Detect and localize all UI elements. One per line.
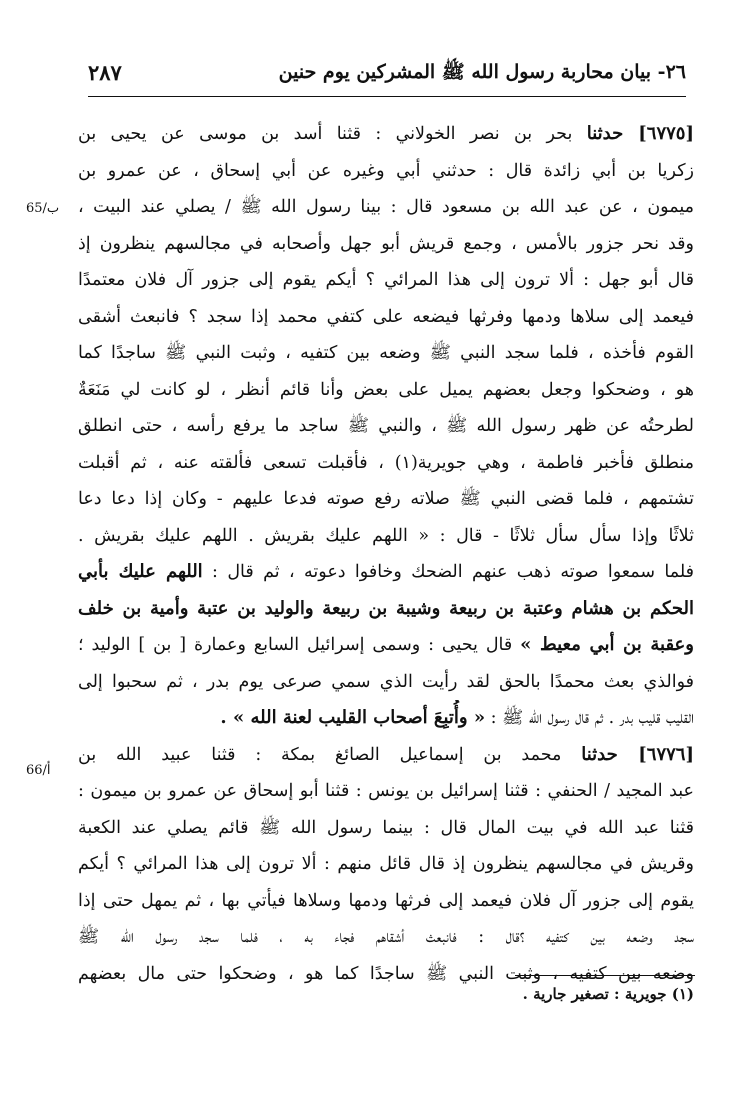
- header-rule: [88, 96, 686, 97]
- text-line: [78, 372, 694, 409]
- text-line: [78, 554, 694, 591]
- text-segment: ميمون ، عن عبد الله بن مسعود قال : بينا رسول الله ﷺ / يصلي عند البيت ،: [78, 197, 694, 217]
- bold-text-segment: « وأُتبِعَ أصحاب القليب لعنة الله » .: [220, 707, 486, 728]
- text-segment: « اللهم عليك بقريش . اللهم عليك بقريش .: [78, 525, 430, 546]
- footnote-rule: [515, 975, 695, 976]
- text-line: [78, 445, 694, 482]
- text-segment: فلما سمعوا صوته ذهب عنهم الضحك وخافوا دعوته ، ثم قال :: [202, 562, 694, 582]
- text-segment: سجد وضعه بين كتفيه ؟قال : فانبعث أشقاهم فجاء به ، فلما سجد رسول الله ﷺ: [78, 927, 694, 947]
- text-segment: يقوم إلى جزور آل فلان فيعمد إلى فرثها ودمها وسلاها فيأتي بها ، ثم يمهل حتى إذا: [78, 890, 694, 911]
- text-line: [78, 700, 694, 737]
- text-segment: قال أبو جهل : ألا ترون إلى هذا المرائي ؟ أيكم يقوم إلى جزور آل فلان معتمدًا: [78, 270, 694, 290]
- text-segment: وضعه بين كتفيه ، وثبت النبي ﷺ ساجدًا كما هو ، وضحكوا حتى مال بعضهم: [78, 963, 694, 984]
- text-line: [78, 116, 694, 153]
- text-line: [78, 846, 694, 883]
- text-segment: بحر بن نصر الخولاني : قثنا أسد بن موسى عن يحيى بن: [78, 124, 587, 144]
- text-segment: فوالذي بعث محمدًا بالحق لقد رأيت الذي سمي صرعى يوم بدر ، ثم سحبوا إلى: [78, 671, 694, 692]
- text-segment: ثلاثًا وإذا سأل سأل ثلاثًا - قال :: [429, 525, 694, 546]
- text-line: [78, 919, 694, 956]
- text-segment: محمد بن إسماعيل الصائغ بمكة : قثنا عبيد الله بن: [78, 744, 582, 765]
- bold-text-segment: [٦٧٧٥] حدثنا: [586, 123, 694, 144]
- text-segment: فيعمد إلى سلاها ودمها وفرثها فيضعه على كتفي محمد إذا سجد ؟ فانبعث أشقى: [78, 306, 694, 327]
- text-segment: هو ، وضحكوا وجعل بعضهم يميل على بعض وأنا قائم أنظر ، لو كانت لي مَنَعَةٌ: [78, 379, 694, 400]
- running-header: [88, 58, 686, 90]
- bold-text-segment: الحكم بن هشام وعتبة بن ربيعة وشيبة بن ربيعة والوليد بن عتبة وأمية بن خلف: [78, 597, 694, 619]
- text-line: [78, 226, 694, 263]
- text-line: [78, 627, 694, 664]
- margin-folio-note: 65/ب: [26, 201, 60, 216]
- text-line: [78, 408, 694, 445]
- text-line: [78, 299, 694, 336]
- text-line: [78, 153, 694, 190]
- text-line: [78, 591, 694, 628]
- text-line: [78, 664, 694, 701]
- text-segment: لطرحتُه عن ظهر رسول الله ﷺ ، والنبي ﷺ ساجد ما يرفع رأسه ، حتى انطلق: [78, 416, 694, 436]
- text-segment: وقريش في مجالسهم ينظرون إذ قال قائل منهم : ألا ترون إلى هذا المرائي ؟ أيكم: [78, 854, 694, 874]
- text-segment: تشتمهم ، فلما قضى النبي ﷺ صلاته رفع صوته فدعا عليهم - وكان إذا دعا دعا: [78, 489, 694, 509]
- text-segment: القليب قليب بدر . ثم قال رسول الله ﷺ :: [485, 708, 694, 728]
- text-segment: زكريا بن أبي زائدة قال : حدثني أبي وغيره عن أبي إسحاق ، عن عمرو بن: [78, 160, 694, 181]
- text-segment: القوم فأخذه ، فلما سجد النبي ﷺ وضعه بين كتفيه ، وثبت النبي ﷺ ساجدًا كما: [78, 343, 694, 363]
- text-segment: عبد المجيد / الحنفي : قثنا إسرائيل بن يونس : قثنا أبو إسحاق عن عمرو بن ميمون :: [78, 781, 694, 801]
- text-line: [78, 189, 694, 226]
- chapter-title: ٢٦- بيان محاربة رسول الله ﷺ المشركين يوم حنين: [278, 61, 686, 83]
- text-line: [78, 883, 694, 920]
- text-line: [78, 810, 694, 847]
- bold-text-segment: [٦٧٧٦] حدثنا: [581, 743, 694, 765]
- main-text: [78, 116, 694, 992]
- margin-folio-note: 66/أ: [26, 763, 51, 778]
- bold-text-segment: اللهم عليك بأبي: [78, 561, 203, 582]
- text-line: [78, 737, 694, 774]
- text-line: [78, 518, 694, 555]
- text-line: [78, 481, 694, 518]
- text-line: [78, 773, 694, 810]
- text-segment: وقد نحر جزور بالأمس ، وجمع قريش أبو جهل وأصحابه في مجالسهم ينظرون إذ: [78, 233, 694, 254]
- text-segment: قثنا عبد الله في بيت المال قال : بينما رسول الله ﷺ قائم يصلي عند الكعبة: [78, 817, 694, 838]
- bold-text-segment: وعقبة بن أبي معيط »: [520, 634, 694, 655]
- text-segment: قال يحيى : وسمى إسرائيل السابع وعمارة [ بن ] الوليد ؛: [78, 635, 521, 655]
- text-line: [78, 335, 694, 372]
- text-line: [78, 262, 694, 299]
- page-number: ٢٨٧: [88, 60, 122, 85]
- footnote: (١) جويرية : تصغير جارية .: [522, 985, 694, 1003]
- text-segment: منطلق فأخبر فاطمة ، وهي جويرية(١) ، فأقبلت تسعى فألقته عنه ، ثم أقبلت: [78, 452, 694, 473]
